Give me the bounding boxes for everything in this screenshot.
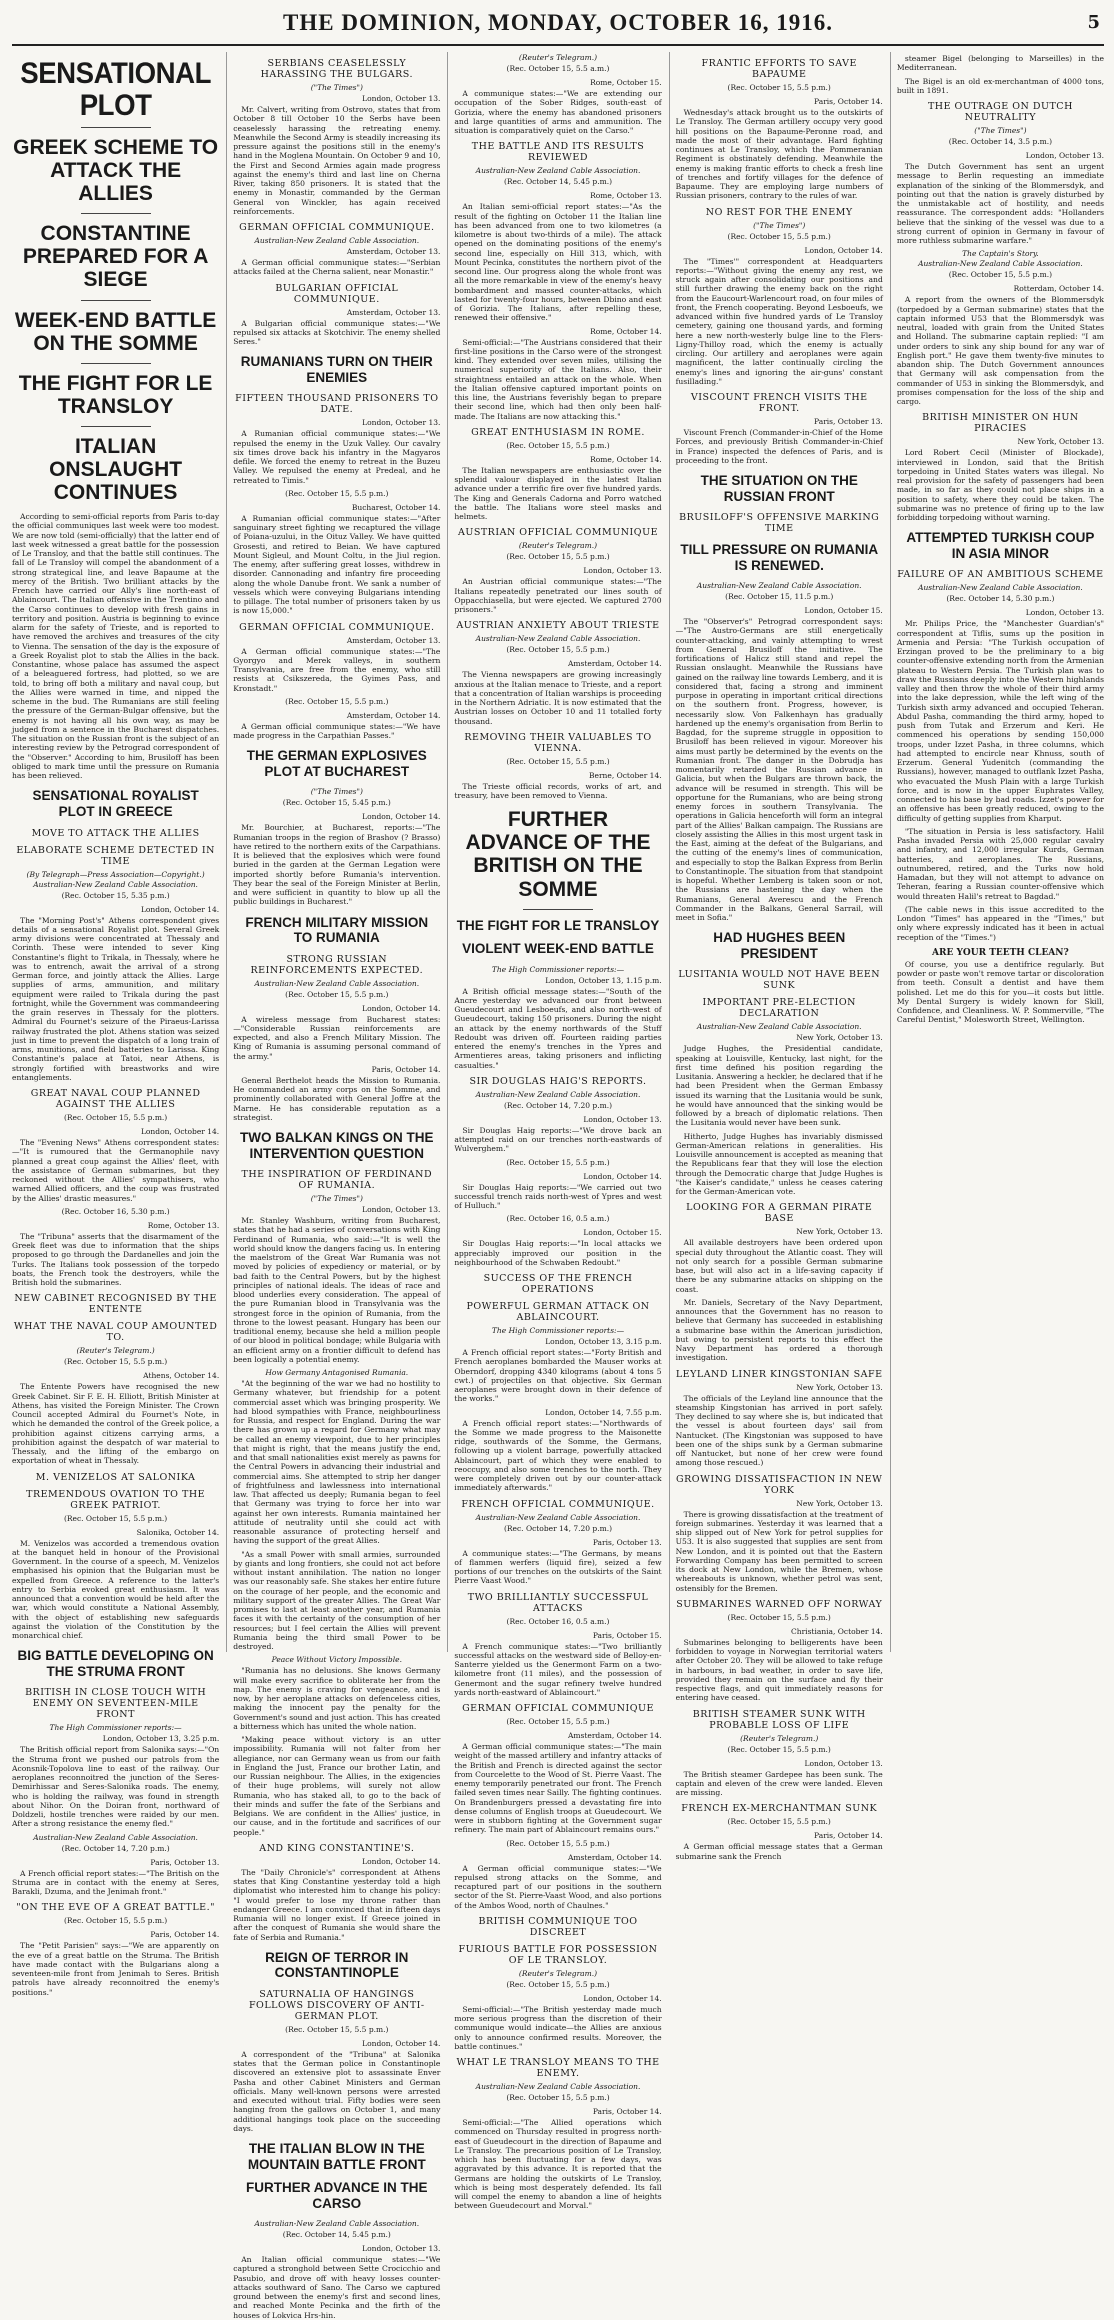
dateline: Christiania, October 14. xyxy=(791,1626,883,1636)
editorial-note: (The cable news in this issue accredited to the London "Times" has appeared in the "Times," but only where expressly indicated has it been in actual reception of the "Times.") xyxy=(896,904,1105,942)
source-line: (Reuter's Telegram.) xyxy=(76,1346,155,1356)
dateline: Bucharest, October 14. xyxy=(351,502,441,512)
subheadline: NO REST FOR THE ENEMY xyxy=(705,206,853,218)
article-paragraph: A report from the owners of the Blommersdyk (torpedoed by a German submarine) states that the captain informed U53 that the Blommersdyk was neutral, loaded with grain from the United States and Holland. The submarine captain replied: "I am under orders to sink any ship bound for any war of English port." He gave them twenty-five minutes to abandon ship. The Dutch Government announces that Germany will ask compensation from the commander of U53 in sinking the Blommersdyk, and promises compensation for the loss of the ship and cargo. xyxy=(896,295,1105,406)
dateline: Paris, October 14. xyxy=(150,1930,220,1940)
headline: HAD HUGHES BEEN PRESIDENT xyxy=(713,930,846,961)
subheadline: LUSITANIA WOULD NOT HAVE BEEN SUNK xyxy=(678,969,881,992)
divider xyxy=(81,426,151,427)
received-line: (Rec. October 14, 5.45 p.m.) xyxy=(282,2230,391,2240)
subheadline: IMPORTANT PRE-ELECTION DECLARATION xyxy=(702,997,856,1020)
article-paragraph: "The situation in Persia is less satisfactory. Halil Pasha invaded Persia with 25,000 regular cavalry and infantry, and 12,000 irregular Kurds, German batteries, and aeroplanes. The Russians, outnumbered, retired, and the Turks now hold Hamadan, but they will not attempt to advance on Teheran, fearing a Russian counter-offensive which would threaten Halil's retreat to Bagdad." xyxy=(896,826,1105,901)
received-line: (Rec. October 15, 5.5 p.m.) xyxy=(506,1157,610,1167)
article-paragraph: Mr. Calvert, writing from Ostrovo, states that from October 8 till October 10 the Serbs have been ceaselessly harassing the retreating enemy. Meanwhile the Second Army is steadily increasing its pressure against the positions still in the enemy's hand in the Moglena Mountain. On October 9 and 10, the First and Second Armies again made progress against the enemy's third and last line on Cherna River, taking 850 prisoners. It is stated that the enemy in Monastir, commanded by the German General von Winckler, has again received reinforcements. xyxy=(233,105,441,216)
source-line: (Reuter's Telegram.) xyxy=(518,53,598,62)
dateline: New York, October 13. xyxy=(1017,437,1105,447)
source-line: Australian-New Zealand Cable Association. xyxy=(33,1832,198,1842)
headline: TILL PRESSURE ON RUMANIA IS RENEWED. xyxy=(680,542,879,573)
source-line: The High Commissioner reports:— xyxy=(491,964,625,974)
article-paragraph: An Austrian official communique states:—"The Italians repeatedly penetrated our lines south of Oppacchiasella, but were ejected. We captured 2700 prisoners." xyxy=(454,577,662,614)
article-paragraph: M. Venizelos was accorded a tremendous ovation at the banquet held in honour of the Provisional Government. In the course of a speech, M. Venizelos emphasised his opinion that the Bulgarian must be expelled from Greece. A reference to the latter's entry to Serbia evoked great enthusiasm. It was announced that a convention would be held after the war, which would constitute a National Assembly, with the object of establishing new safeguards against the violation of the Constitution by the monarchical chief. xyxy=(12,1538,220,1640)
received-line: (Rec. October 15, 5.35 p.m.) xyxy=(61,890,170,900)
article-paragraph: Lord Robert Cecil (Minister of Blockade), interviewed in London, said that the British torpedoing in United States waters was illegal. No real provision for the safety of passengers had been made, in so far as they could not place ships in a position to safety, where they could be taken. The submarine was no pretence of firing up to the law forbidding torpedoing without warning. xyxy=(896,448,1105,522)
article-paragraph: "As a small Power with small armies, surrounded by giants and long frontiers, she could not act before without instant annihilation. The nation no longer was our reasonably safe. She stakes her entire future on the courage of her people, and the economic and military support of the greater Allies. The Great War promises to last at least another year, and Rumania faces it with the certainty of the consumption of her resources; but I feel certain the Allies will prevent Rumania being the third small Power to be destroyed. xyxy=(233,1549,441,1652)
dateline: London, October 14. xyxy=(362,812,441,822)
article-paragraph: A Rumanian official communique states:—"After sanguinary street fighting we recaptured the village of Poiana-uzului, in the Oituz Valley. We have quitted Grosesti, and retired to Beian. We have captured Mount Sigleul, and Mount Coltu, in the Jiul region. The enemy, after suffering great losses, withdrew in disorder. Cannonading and infantry fire proceeding along the whole Danube front. We sank a number of vessels which were conveying Bulgarians intending to pillage. The total number of prisoners taken by us is now 15,000." xyxy=(233,513,441,616)
advertisement-heading: ARE YOUR TEETH CLEAN? xyxy=(932,947,1069,958)
dateline: London, October 14. xyxy=(583,1171,662,1181)
subheadline: TREMENDOUS OVATION TO THE GREEK PATRIOT. xyxy=(26,1488,206,1511)
dateline: Amsterdam, October 14. xyxy=(568,1731,662,1741)
headline: WEEK-END BATTLE ON THE SOMME xyxy=(14,308,217,355)
article-paragraph: A wireless message from Bucharest states:—"Considerable Russian reinforcements are expected, and also a French Military Mission. The King of Rumania is assuming personal command of the army." xyxy=(233,1014,441,1061)
article-paragraph: "Making peace without victory is an utter impossibility. Rumania will not falter from her allegiance, nor can Germany wean us from our faith in England the Just, France our brother Latin, and our Russian neighbour. The Allies, in the exigencies of their huge problems, will surely not allow Rumania, who has staked all, to go to the back of their minds and suffer the fate of the Serbians and Belgians. We are confident in the Allies' justice, in our cause, and in the fortitude and sacrifices of our people." xyxy=(233,1735,441,1837)
article-paragraph: A German official communique states:—"We repulsed strong attacks on the Somme, and recaptured part of our positions in the southern sector of the St. Pierre-Vaast Wood, and also portions of the Ambos Wood, north of Chaulnes." xyxy=(454,1863,662,1910)
source-line: (Reuter's Telegram.) xyxy=(518,541,598,551)
dateline: New York, October 13. xyxy=(796,1033,883,1043)
article-paragraph: Viscount French (Commander-in-Chief of the Home Forces, and previously British Commander-in-Chief in France) inspected the defences of Paris, and is proceeding to the front. xyxy=(675,428,883,465)
dateline: London, October 13, 1.15 p.m. xyxy=(545,975,662,985)
article-paragraph: The "Evening News" Athens correspondent states:—"It is rumoured that the Germanophile navy planned a great coup against the Allies' fleet, with the assistance of German submarines, but they reckoned without the Allies' sympathisers, who warned Allied officers, and the coup was frustrated by the Allies' drastic measures." xyxy=(12,1138,220,1203)
article-paragraph: Submarines belonging to belligerents have been forbidden to voyage in Norwegian territorial waters after October 20. They will be allowed to take refuge in harbours, in bad weather, in order to save life, provided they remain on the surface and fly their respective flags, and quit immediately reasons for entering have ceased. xyxy=(675,1637,883,1703)
article-paragraph: Semi-official:—"The Austrians considered that their first-line positions in the Carso were of the strongest kind. They extended over seven miles, utilising the numerical superiority of the Italians. Also, their straightness entailed an attack on the whole. When the Italian offensive captured important points on this line, the Austrians feverishly began to prepare their second line, which had then only been half-made. The Italians are now attacking this." xyxy=(454,337,662,421)
subheadline: GERMAN OFFICIAL COMMUNIQUE. xyxy=(239,621,435,633)
source-line: (By Telegraph—Press Association—Copyright.) xyxy=(26,869,205,879)
article-paragraph: A Rumanian official communique states:—"We repulsed the enemy in the Uzuk Valley. Our cavalry six times drove back his infantry in the Magyaros defile. We forced the enemy to retreat in the Buzeu Valley. We repulsed the enemy at Predeal, and he retreated to Timis." xyxy=(233,429,441,485)
source-line: Australian-New Zealand Cable Association. xyxy=(475,1512,641,1522)
dateline: Amsterdam, October 13. xyxy=(346,247,441,256)
dateline: London, October 13, 3.25 p.m. xyxy=(102,1734,220,1744)
article-paragraph: The Bigel is an old ex-merchantman of 4000 tons, built in 1891. xyxy=(896,76,1105,95)
article-paragraph: "At the beginning of the war we had no hostility to Germany whatever, but friendship for a potent commercial asset which was bringing prosperity. We had blood sympathies with France, neighbourliness for Russia, and respect for England. During the war there has grown up a regard for Germany what may be called an enemy viewpoint, due to her principles that might is right, that the means justify the end, and that small nationalities exist merely as pawns for the Central Powers in advancing their industrial and commercial aims. She attempted to strip her danger of frightfulness and lawlessness into international law. That affected us deeply; Rumania began to feel that Germany was trying to force her into war against her own interests. Rumania maintained her attitude of neutrality until she could act with reasonable assurance of protecting herself and having the support of the great Allies. xyxy=(233,1379,441,1546)
article-paragraph: A communique states:—"The Germans, by means of flammen werfers (liquid fire), seized a few portions of our trenches on the outskirts of the Saint Pierre Vaast Wood." xyxy=(454,1548,662,1586)
section-subhead: How Germany Antagonised Rumania. xyxy=(265,1368,409,1378)
article-paragraph: The "Morning Post's" Athens correspondent gives details of a sensational Royalist plot. Several Greek army divisions were concentrated at Thessaly and Corinth. These were intended to sever King Constantine's flight to Trikala, in Thessaly, where he was to entrench, await the arrival of a strong German force, and jointly attack the Allies. Large supplies of arms, ammunition, and military equipment were railed to Trikala during the past fortnight, while the Government was commandeering the grain reserves in Thessaly for the plotters. Admiral du Fournet's seizure of the Piraeus-Larissa railway frustrated the plot. Athens station was seized just in time to prevent the dispatch of a long train of arms, munitions, and field batteries to Larissa. King Constantine's palace at Tatoi, near Athens, is strongly fortified with breastworks and wire entanglements. xyxy=(12,915,220,1082)
dateline: Paris, October 15. xyxy=(592,1630,662,1640)
section-subhead: The Captain's Story. xyxy=(962,249,1039,259)
source-line: Australian-New Zealand Cable Association. xyxy=(475,166,641,176)
headline: SENSATIONAL ROYALIST PLOT IN GREECE xyxy=(32,788,199,819)
subheadline: WHAT LE TRANSLOY MEANS TO THE ENEMY. xyxy=(456,2057,660,2080)
received-line: (Rec. October 14, 7.20 p.m.) xyxy=(503,1523,613,1533)
received-line: (Rec. October 15, 5.5 p.m.) xyxy=(727,83,831,92)
subheadline: WHAT THE NAVAL COUP AMOUNTED TO. xyxy=(13,1321,218,1344)
headline: GREEK SCHEME TO ATTACK THE ALLIES xyxy=(13,136,219,206)
source-line: Australian-New Zealand Cable Association. xyxy=(33,879,198,889)
dateline: Paris, October 13. xyxy=(814,417,883,426)
subheadline: FURIOUS BATTLE FOR POSSESSION OF LE TRANSLOY. xyxy=(458,1943,658,1966)
received-line: (Rec. October 15, 5.5 p.m.) xyxy=(285,488,389,498)
subheadline: M. VENIZELOS AT SALONIKA xyxy=(35,1471,196,1483)
subheadline: ELABORATE SCHEME DETECTED IN TIME xyxy=(16,844,215,867)
headline: THE GERMAN EXPLOSIVES PLOT AT BUCHAREST xyxy=(246,748,427,779)
article-paragraph: A German official communique states:—"The main weight of the massed artillery and infantry attacks of the British and French is directed against the sector from Courcelette to the Wood of St. Pierre Vaast. The enemy temporarily penetrated our front. The French failed seven times near Sailly. The fighting continues. On Brandenburgers pressed a devastating fire into dense columns of English troops at Gueudecourt. We were in stubborn fighting at the Government sugar refinery. The main part of Ablaincourt remains ours." xyxy=(454,1742,662,1835)
article-paragraph: Wednesday's attack brought us to the outskirts of Le Transloy. The German artillery occupy very good hill positions on the Bapaume-Peronne road, and made the most of their advantage. Hard fighting continues at Le Transloy, which the Pommeranian Regiment is obstinately defending. Meanwhile the enemy is making frantic efforts to check a fresh line of trenches and fortify villages for the defence of Bapaume. They are employing large numbers of Russian prisoners, contrary to the rules of war. xyxy=(675,108,883,201)
article-paragraph: A French communique states:—"Two brilliantly successful attacks on the westward side of Belloy-en-Santerre yielded us the Genermont Farm on a two-kilometre front (11 miles), and the possession of Genermont and the sugar refinery twelve hundred yards north-eastward of Ablaincourt." xyxy=(454,1641,662,1697)
subheadline: FIFTEEN THOUSAND PRISONERS TO DATE. xyxy=(235,393,439,416)
article-paragraph: The Trieste official records, works of art, and treasury, have been removed to Vienna. xyxy=(454,781,662,800)
source-line: Australian-New Zealand Cable Association. xyxy=(254,978,420,988)
source-line: Australian-New Zealand Cable Association. xyxy=(918,583,1083,593)
dateline: London, October 14. xyxy=(583,1993,662,2003)
subheadline: BULGARIAN OFFICIAL COMMUNIQUE. xyxy=(275,282,399,305)
source-line: Australian-New Zealand Cable Association. xyxy=(475,634,641,644)
dateline: London, October 13. xyxy=(1025,151,1105,160)
received-line: (Rec. October 15, 5.5 p.m.) xyxy=(727,231,831,241)
subheadline: "ON THE EVE OF A GREAT BATTLE." xyxy=(16,1902,215,1914)
main-headline: SENSATIONAL PLOT xyxy=(20,57,212,122)
article-paragraph: A British official message states:—"South of the Ancre yesterday we advanced our front between Gueudecourt and Lesboeufs, and also north-west of Gueudecourt, taking 150 prisoners. During the night an attack by the enemy northwards of the Stuff Redoubt was driven off. Fourteen raiding parties entered the enemy's trenches in the Ypres and Armentieres areas, taking prisoners and inflicting casualties." xyxy=(454,986,662,1070)
headline: THE ITALIAN BLOW IN THE MOUNTAIN BATTLE FRONT xyxy=(247,2141,426,2172)
received-line: (Rec. October 15, 5.5 p.m.) xyxy=(506,1838,610,1848)
source-line: Australian-New Zealand Cable Association. xyxy=(475,1089,641,1099)
dateline: London, October 13. xyxy=(362,94,441,103)
received-line: (Rec. October 15, 5.5 p.m.) xyxy=(285,989,389,999)
subheadline: FRENCH OFFICIAL COMMUNIQUE. xyxy=(461,1498,655,1510)
subheadline: THE INSPIRATION OF FERDINAND OF RUMANIA. xyxy=(241,1169,433,1192)
headline: TWO BALKAN KINGS ON THE INTERVENTION QUESTION xyxy=(240,1130,434,1161)
dateline: Paris, October 13. xyxy=(592,1537,662,1547)
article-paragraph: An Italian official communique states:—"We captured a stronghold between Sette Crocicchio and Pasubio, and drove off with heavy losses counter-attacks southward of Sano. The Carso we captured ground between the enemy's first and second lines, and reached Monte Pecinka and the firth of the houses of Lokvica Hrs-hin. xyxy=(233,2255,441,2320)
headline: FURTHER ADVANCE OF THE BRITISH ON THE SOMME xyxy=(465,808,651,901)
subheadline: GROWING DISSATISFACTION IN NEW YORK xyxy=(676,1473,883,1496)
source-line: ("The Times") xyxy=(310,83,363,92)
source-line: (Reuter's Telegram.) xyxy=(518,1968,598,1978)
subheadline: GERMAN OFFICIAL COMMUNIQUE xyxy=(462,1703,654,1715)
received-line: (Rec. October 15, 5.5 p.m.) xyxy=(727,1744,831,1754)
received-line: (Rec. October 16, 5.30 p.m.) xyxy=(61,1206,170,1216)
article-paragraph: Mr. Bourchier, at Bucharest, reports:—"The Rumanian troops in the region of Brashov (? Brasso) have retired to the northern exits of the Carpathians. It is believed that the explosives which were found buried in the garden at the German Legation were imported shortly before Rumania's intervention. They bear the seal of the Foreign Minister at Berlin, and were sufficient in quantity to blow up all the public buildings in Bucharest." xyxy=(233,823,441,907)
headline: CONSTANTINE PREPARED FOR A SIEGE xyxy=(22,222,209,292)
article-paragraph: A German official communique states:—"We have made progress in the Carpathian Passes." xyxy=(233,721,441,741)
column-5 xyxy=(890,52,1104,1652)
received-line: (Rec. October 15, 5.5 p.m.) xyxy=(727,1817,831,1827)
article-paragraph: The officials of the Leyland line announce that the steamship Kingstonian has arrived in port safely. They declined to say where she is, but indicated that the vessel is about fourteen days' sail from Nantucket. (The Kingstonian was supposed to have been one of the ships sunk by a German submarine off Nantucket, but none of her crew were found among those rescued.) xyxy=(675,1393,883,1468)
column-3 xyxy=(447,52,662,2211)
subheadline: AND KING CONSTANTINE'S. xyxy=(259,1842,415,1854)
dateline: Amsterdam, October 14. xyxy=(568,659,662,669)
received-line: (Rec. October 15, 5.5 p.m.) xyxy=(506,440,610,450)
subheadline: GERMAN OFFICIAL COMMUNIQUE. xyxy=(239,222,435,233)
dateline: Rome, October 15. xyxy=(590,78,662,87)
article-paragraph: A German official message states that a German submarine sank the French xyxy=(675,1842,883,1861)
dateline: London, October 13. xyxy=(583,1114,662,1124)
article-paragraph: Sir Douglas Haig reports:—"We carried out two successful trench raids north-west of Ypres and west of Hulluch." xyxy=(454,1182,662,1211)
article-paragraph: The "Times'" correspondent at Headquarters reports:—"Without giving the enemy any rest, we struck again after consolidating our positions and still further drawing the enemy back on the right from the Eaucourt-Warlencourt road, on four miles of front, the French cooperating. Beyond Lesboeufs, we advanced within five hundred yards of Le Transloy cemetery, gaining one thousand yards, and forming here a new north-westerly bulge line to the Flers-Ligny-Thilloy road, which the enemy is actually circling. Our artillery and aeroplanes were again magnificent, the latter continually circling the enemy's lines and ignoring the air-guns' constant fusillading." xyxy=(675,256,883,386)
lead-paragraph: According to semi-official reports from Paris to-day the official communiques last week were too modest. We are now told (semi-officially) that the latter end of last week witnessed a great battle for the possession of Le Transloy, and that the battle still continues. The fall of Le Transloy will compel the abandonment of a strong strategical line, and leave Bapaume at the mercy of the British. Two brilliant attacks by the French have carried our Ally's line north-east of Ablaincourt. The Italian offensive in the Trentino and the Carso continues to develop with fresh gains in territory and position. Austria is beginning to evince alarm for the safety of Trieste, and is reported to have removed the archives and treasures of the city to Vienna. The sensation of the day is the exposure of a Greek Royalist plot to stab the Allies in the back. Constantine, whose palace has assumed the aspect of a beleaguered fortress, had plotted, so we are told, to bring off both a military and naval coup, but the Allies were warned in time, and nipped the scheme in the bud. The Rumanians are still feeling the pressure of the German-Bulgar offensive, but the enemy is not having all his own way, as may be judged from a sentence in the Bucharest dispatches. The situation on the Russian front is the subject of an interesting review by the Petrograd correspondent of the "Observer." According to him, Brusiloff has been obliged to mark time until the pressure on Rumania has been relieved. xyxy=(12,512,220,781)
received-line: (Rec. October 15, 11.5 p.m.) xyxy=(725,592,834,602)
headline: THE SITUATION ON THE RUSSIAN FRONT xyxy=(700,473,858,504)
headline: BIG BATTLE DEVELOPING ON THE STRUMA FRONT xyxy=(17,1648,214,1679)
source-line: ("The Times") xyxy=(310,1194,363,1204)
dateline: London, October 13. xyxy=(362,2244,441,2254)
headline: THE FIGHT FOR LE TRANSLOY xyxy=(18,371,213,418)
dateline: Amsterdam, October 14. xyxy=(346,710,441,720)
dateline: London, October 13. xyxy=(362,418,441,428)
dateline: London, October 13, 3.15 p.m. xyxy=(545,1337,662,1347)
dateline: Salonika, October 14. xyxy=(136,1527,220,1537)
subheadline: THE OUTRAGE ON DUTCH NEUTRALITY xyxy=(927,101,1073,123)
subheadline: REMOVING THEIR VALUABLES TO VIENNA. xyxy=(464,731,652,754)
dateline: London, October 13. xyxy=(1025,608,1105,618)
source-line: (Reuter's Telegram.) xyxy=(740,1733,819,1743)
dateline: London, October 14. xyxy=(140,904,220,914)
dateline: London, October 14. xyxy=(804,245,883,255)
subheadline: FRENCH EX-MERCHANTMAN SUNK xyxy=(681,1803,878,1815)
source-line: ("The Times") xyxy=(310,787,363,797)
subheadline: AUSTRIAN ANXIETY ABOUT TRIESTE xyxy=(456,620,660,632)
received-line: (Rec. October 15, 5.5 p.m.) xyxy=(285,696,389,706)
dateline: New York, October 13. xyxy=(796,1498,883,1508)
subheadline: LEYLAND LINER KINGSTONIAN SAFE xyxy=(675,1368,883,1380)
source-line: ("The Times") xyxy=(974,126,1027,135)
dateline: Rome, October 13. xyxy=(147,1220,220,1230)
article-paragraph: The "Tribuna" asserts that the disarmament of the Greek fleet was due to information that the ships proposed to go through the Dardanelles and join the Turks. The Italians took possession of the torpedo boats, the French took the destroyers, while the British hold the submarines. xyxy=(12,1231,220,1287)
article-paragraph: The Italian newspapers are enthusiastic over the splendid valour displayed in the latest Italian advance under a terrific fire over five hundred yards. The King and Generals Cadorna and Porro watched the battle. The Italians wore steel masks and helmets. xyxy=(454,465,662,521)
article-paragraph: Hitherto, Judge Hughes has invariably dismissed German-American relations in generalities. His Louisville announcement is accepted as meaning that the Republicans fear that they will lose the election through the Democratic charge that Judge Hughes is "the Kaiser's candidate," unless he ceases catering for the German-American vote. xyxy=(675,1131,883,1197)
article-paragraph: A correspondent of the "Tribuna" at Salonika states that the German police in Constantinople discovered an extensive plot to assassinate Enver Pasha and other Cabinet Ministers and German officials. Many well-known persons were arrested and executed without trial. Fifty bodies were seen hanging from the gallows on October 1, and many additional hangings took place on the succeeding days. xyxy=(233,2049,441,2133)
dateline: Rome, October 13. xyxy=(590,191,662,201)
received-line: (Rec. October 14, 3.5 p.m.) xyxy=(948,137,1053,146)
dateline: Paris, October 14. xyxy=(371,1064,441,1074)
article-paragraph: A French official report states:—"Forty British and French aeroplanes bombarded the Mauser works at Oberndorf, dropping 4340 kilograms (about 4 tons 5 cwt.) of projectiles on that objective. Six German aeroplanes were brought down in their defence of the works." xyxy=(454,1348,662,1404)
dateline: Rome, October 14. xyxy=(590,454,662,464)
headline: FRENCH MILITARY MISSION TO RUMANIA xyxy=(245,914,429,946)
article-paragraph: Mr. Daniels, Secretary of the Navy Department, announces that the Government has no reason to believe that Germany has succeeded in establishing a submarine base within the American jurisdiction, but owing to persistent reports to this effect the Navy Department has ordered a thorough investigation. xyxy=(675,1297,883,1363)
column-4 xyxy=(669,52,883,1861)
article-paragraph: The "Petit Parisien" says:—"We are apparently on the eve of a great battle on the Struma. The British have made contact with the Bulgarians along a seventeen-mile front from Jenimah to Seres. British patrols have already reconnoitred the enemy's positions." xyxy=(12,1941,220,1997)
dateline: Paris, October 13. xyxy=(150,1857,220,1867)
subheadline: GREAT NAVAL COUP PLANNED AGAINST THE ALLIES xyxy=(30,1088,201,1110)
source-line: Australian-New Zealand Cable Association. xyxy=(918,259,1083,269)
received-line: (Rec. October 14, 7.20 p.m.) xyxy=(61,1843,170,1853)
subheadline: SATURNALIA OF HANGINGS FOLLOWS DISCOVERY OF ANTI-GERMAN PLOT. xyxy=(248,1988,425,2022)
article-paragraph: A German official communique states:—"The Gyorgyo and Merek valleys, in southern Transylvania, are free from the enemy, who still resists at Csikszereda, the Gyimes Pass, and Kronstadt." xyxy=(233,646,441,693)
masthead-title: THE DOMINION, MONDAY, OCTOBER 16, 1916. xyxy=(283,10,833,35)
subheadline: SIR DOUGLAS HAIG'S REPORTS. xyxy=(469,1075,647,1087)
article-paragraph: Semi-official:—"The Allied operations which commenced on Thursday resulted in progress north-east of Gueudecourt in the direction of Bapaume and Le Transloy. The precarious position of Le Transloy, which has been fluctuating for a few days, was aggravated by this advance. It is reported that the Germans are holding the outskirts of Le Transloy, which is being most desperately defended. Its fall will compel the enemy to abandon a line of heights between Gueudecourt and Morval." xyxy=(454,2118,662,2211)
received-line: (Rec. October 14, 5.30 p.m.) xyxy=(946,594,1055,604)
article-paragraph: Mr. Philips Price, the "Manchester Guardian's" correspondent at Tiflis, sums up the position in Armenia and Persia: "The Turkish occupation of Erzingan proved to be the preliminary to a big counter-offensive extending north from the Armenian plateau to Western Persia. The Turkish plan was to draw the Russians deeply into the Western highlands valley and then throw the whole of their third army into the lake depression, while the left wing of the Turkish sixth army advanced and occupied Teheran. Abdul Pasha, commanding the third army, hoped to push from Tutak and Erzerum and Keri. He commenced his operations by sending 150,000 troops, under Izzet Pasha, in three columns, which had attempted to encircle near Khnuss, south of Erzerum. General Yudenitch (commanding the Russians), however, managed to outflank Izzet Pasha, who evacuated the Mush Plain with a large Turkish force, and is now in the upper Euphrates Valley, connected to his base by bad roads. Izzet's power for an offensive has been greatly reduced, owing to the difficulty of getting supplies from Kharput. xyxy=(896,619,1105,823)
dateline: London, October 13. xyxy=(362,1205,441,1215)
source-line: ("The Times") xyxy=(753,220,806,230)
headline: RUMANIANS TURN ON THEIR ENEMIES xyxy=(240,354,433,385)
subheadline: NEW CABINET RECOGNISED BY THE ENTENTE xyxy=(14,1293,217,1316)
article-paragraph: The British official report from Salonika says:—"On the Struma front we pushed our patrols from the Aconsnik-Topolova line to east of the railway. Our aeroplanes reconnoitred the junction of the Seres-Demirhissar and Seres-Salonika roads. The enemy, who is holding the railway, was found in strength about Nihor. On the Doiran front, northward of Doldzeli, hostile trenches were raided by our men. After a strong resistance the enemy fled." xyxy=(12,1745,220,1829)
column-1 xyxy=(12,52,220,1997)
received-line: (Rec. October 15, 5.5 p.m.) xyxy=(285,2024,389,2034)
subheadline: STRONG RUSSIAN REINFORCEMENTS EXPECTED. xyxy=(250,953,424,976)
received-line: (Rec. October 15, 5.5 p.m.) xyxy=(506,1979,610,1989)
source-line: The High Commissioner reports:— xyxy=(49,1723,182,1733)
source-line: Australian-New Zealand Cable Association. xyxy=(254,236,420,245)
divider xyxy=(81,363,151,364)
dateline: Rome, October 14. xyxy=(590,326,662,336)
source-line: Australian-New Zealand Cable Association. xyxy=(475,2082,641,2092)
dateline: London, October 15. xyxy=(583,1228,662,1238)
dateline: New York, October 13. xyxy=(796,1227,883,1237)
dateline: London, October 14. xyxy=(362,1003,441,1013)
article-paragraph: The British steamer Gardepee has been sunk. The captain and eleven of the crew were landed. Eleven are missing. xyxy=(675,1769,883,1798)
received-line: (Rec. October 15, 5.5 p.m.) xyxy=(948,270,1053,280)
source-line: The High Commissioner reports:— xyxy=(491,1326,625,1336)
received-line: (Rec. October 15, 5.5 p.m.) xyxy=(506,552,610,562)
headline: ATTEMPTED TURKISH COUP IN ASIA MINOR xyxy=(906,530,1095,561)
article-paragraph: There is growing dissatisfaction at the treatment of foreign submarines. Yesterday it was learned that a ship slipped out of New York for petrol supplies for U53. It is also suggested that supplies are sent from New London, and it is pointed out that the Eastern Forwarding Company has been permitted to screen its dock at New London, while the Bremen, whose whereabouts is unknown, whether petrol was sent, ostensibly for the Bremen. xyxy=(675,1509,883,1593)
headline: REIGN OF TERROR IN CONSTANTINOPLE xyxy=(265,1949,409,1981)
dateline: Rotterdam, October 14. xyxy=(1013,284,1105,294)
dateline: London, October 14. xyxy=(362,2038,441,2048)
masthead xyxy=(12,6,1104,46)
received-line: (Rec. October 15, 5.5 p.m.) xyxy=(506,756,610,766)
headline: THE FIGHT FOR LE TRANSLOY xyxy=(456,917,660,933)
subheadline: AUSTRIAN OFFICIAL COMMUNIQUE xyxy=(457,527,659,539)
dateline: Paris, October 14. xyxy=(814,97,883,106)
received-line: (Rec. October 15, 5.5 p.m.) xyxy=(63,1916,168,1926)
subheadline: SUBMARINES WARNED OFF NORWAY xyxy=(676,1598,883,1610)
dateline: Berne, October 14. xyxy=(589,770,662,780)
headline: VIOLENT WEEK-END BATTLE xyxy=(462,941,654,957)
received-line: (Rec. October 15, 5.5 p.m.) xyxy=(63,1113,168,1122)
dateline: New York, October 13. xyxy=(796,1382,883,1392)
article-paragraph: A French official report states:—"Northwards of the Somme we made progress to the Maisonette ridge, southwards of the Somme, the Germans, following up a violent barrage, powerfully attacked Ablaincourt, part of which they were enabled to reoccupy, and also some trenches to the north. They were completely driven out by our counter-attack immediately afterwards." xyxy=(454,1418,662,1493)
subheadline: LOOKING FOR A GERMAN PIRATE BASE xyxy=(686,1202,873,1225)
article-paragraph: Sir Douglas Haig reports:—"We drove back an attempted raid on our trenches north-eastwards of Wulverghem." xyxy=(454,1125,662,1154)
received-line: (Rec. October 15, 5.5 p.m.) xyxy=(506,645,610,655)
advertisement-text: Of course, you use a dentifrice regularly. But powder or paste won't remove tartar or discoloration from teeth. Consult a dentist and have them polished. Let me do this for you—it costs but little. My Dental Surgery is widely known for Skill, Confidence, and Cleanliness. W. P. Sommerville, "The Careful Dentist," Molesworth Street, Wellington. xyxy=(896,959,1105,1025)
subheadline: FAILURE OF AN AMBITIOUS SCHEME xyxy=(897,569,1104,581)
article-paragraph: General Berthelot heads the Mission to Rumania. He commanded an army corps on the Somme, and prominently collaborated with General Joffre at the Marne. He has considerable reputation as a strategist. xyxy=(233,1075,441,1122)
source-line: Australian-New Zealand Cable Association. xyxy=(696,1022,862,1032)
source-line: Australian-New Zealand Cable Association. xyxy=(254,2219,420,2229)
subheadline: SUCCESS OF THE FRENCH OPERATIONS xyxy=(483,1273,633,1296)
dateline: Amsterdam, October 13. xyxy=(346,635,441,645)
article-paragraph: steamer Bigel (belonging to Marseilles) in the Mediterranean. xyxy=(896,54,1105,73)
divider xyxy=(523,909,593,910)
subheadline: GREAT ENTHUSIASM IN ROME. xyxy=(471,426,645,438)
subheadline: VISCOUNT FRENCH VISITS THE FRONT. xyxy=(690,392,868,414)
subheadline: POWERFUL GERMAN ATTACK ON ABLAINCOURT. xyxy=(466,1301,650,1324)
divider xyxy=(81,213,151,214)
article-paragraph: The "Daily Chronicle's" correspondent at Athens states that King Constantine yesterday told a high diplomatist who interested him to change his policy: "I would prefer to lose my throne rather than endanger Greece. I am convinced that in fifteen days Rumania will no longer exist. If Greece joined in after the conquest of Rumania she would share the fate of Serbia and Rumania." xyxy=(233,1867,441,1942)
dateline: London, October 15. xyxy=(804,606,883,616)
article-paragraph: An Italian semi-official report states:—"As the result of the fighting on October 11 the Italian line has been advanced from one to two kilometres (a kilometre is about two-thirds of a mile). The attack opened on the dominating positions of the enemy's second line, especially on Hill 313, which, with Mount Pecinka, constitutes the northern pivot of the second line. Our progress along the whole front was all the more remarkable in view of the enemy's heavy bombardment and massed counter-attacks, which lasted for twenty-four hours, between Dbino and east of Gorizia. The Italians, after repelling these, renewed their offensive." xyxy=(454,202,662,323)
subheadline: BRITISH STEAMER SUNK WITH PROBABLE LOSS OF LIFE xyxy=(692,1708,866,1731)
received-line: (Rec. October 15, 5.5 p.m.) xyxy=(727,1612,831,1622)
received-line: (Rec. October 16, 0.5 a.m.) xyxy=(506,1214,610,1224)
article-paragraph: The Dutch Government has sent an urgent message to Berlin requesting an immediate explanation of the sinking of the Blommersdyk, and pointing out that the nation is gravely disturbed by the unmistakable act of hostility, and needs reassurance. The correspondent adds: "Hollanders believe that the sinking of the vessel was due to a strong current of opinion in Germany in favour of more ruthless submarine warfare." xyxy=(896,162,1105,245)
divider xyxy=(81,300,151,301)
dateline: London, October 14. xyxy=(362,1856,441,1866)
received-line: (Rec. October 15, 5.5 p.m.) xyxy=(63,1513,168,1523)
article-paragraph: The Entente Powers have recognised the new Greek Cabinet. Sir F. E. H. Elliott, British Minister at Athens, has visited the Foreign Minister. The Crown Council accepted Admiral du Fournet's Note, in which he demanded the control of the Greek police, a prohibition against citizens carrying arms, a prohibition against the despatch of war material to Thessaly, and the lifting of the embargo on exportation of wheat in Thessaly. xyxy=(12,1382,220,1466)
subheadline: MOVE TO ATTACK THE ALLIES xyxy=(31,827,200,839)
received-line: (Rec. October 15, 5.5 p.m.) xyxy=(506,1717,610,1727)
article-paragraph: A Bulgarian official communique states:—"We repulsed six attacks at Skotchivir. The enemy shelled Seres." xyxy=(233,318,441,346)
subheadline: TWO BRILLIANTLY SUCCESSFUL ATTACKS xyxy=(467,1591,649,1614)
dateline: London, October 14, 7.55 p.m. xyxy=(545,1407,662,1417)
received-line: (Rec. October 14, 7.20 p.m.) xyxy=(503,1100,613,1110)
received-line: (Rec. October 15, 5.45 p.m.) xyxy=(282,798,391,808)
dateline: Amsterdam, October 13. xyxy=(346,307,441,317)
subheadline: SERBIANS CEASELESSLY HARASSING THE BULGARS. xyxy=(260,58,413,80)
subheadline: BRUSILOFF'S OFFENSIVE MARKING TIME xyxy=(679,512,880,535)
dateline: London, October 14. xyxy=(140,1127,220,1136)
dateline: London, October 13. xyxy=(583,566,662,576)
received-line: (Rec. October 16, 0.5 a.m.) xyxy=(506,1616,610,1626)
section-subhead: Peace Without Victory Impossible. xyxy=(271,1655,402,1665)
article-paragraph: All available destroyers have been ordered upon special duty throughout the Atlantic coast. They will not only search for a possible German submarine base, but will also act in a life-saving capacity if there be any submarine attacks on shipping on the coast. xyxy=(675,1238,883,1294)
column-2 xyxy=(226,52,441,2320)
article-paragraph: A German official communique states:—"Serbian attacks failed at the Cherna salient, near Monastir." xyxy=(233,258,441,277)
dateline: Paris, October 14. xyxy=(592,2107,662,2117)
dateline: Paris, October 14. xyxy=(814,1831,883,1841)
article-paragraph: The Vienna newspapers are growing increasingly anxious at the Italian menace to Trieste, and a report that a concentration of Italian warships is proceeding in the Northern Adriatic. It is now estimated that the Austrian losses on October 10 and 11 totalled forty thousand. xyxy=(454,670,662,726)
received-line: (Rec. October 15, 5.5 p.m.) xyxy=(506,2093,610,2103)
subheadline: BRITISH IN CLOSE TOUCH WITH ENEMY ON SEVENTEEN-MILE FRONT xyxy=(25,1687,207,1721)
received-line: (Rec. October 15, 5.5 a.m.) xyxy=(506,64,610,73)
subheadline: BRITISH COMMUNIQUE TOO DISCREET xyxy=(478,1915,638,1938)
subheadline: THE BATTLE AND ITS RESULTS REVIEWED xyxy=(471,141,645,164)
source-line: Australian-New Zealand Cable Association. xyxy=(696,581,862,591)
dateline: London, October 13. xyxy=(804,1758,883,1768)
divider xyxy=(81,127,151,128)
article-paragraph: A communique states:—"We are extending our occupation of the Sober Ridges, south-east of Gorizia, where the enemy has abandoned prisoners and large quantities of arms and ammunition. The situation is comparatively quiet on the Carso." xyxy=(454,89,662,135)
dateline: Amsterdam, October 14. xyxy=(568,1852,662,1862)
dateline: Athens, October 14. xyxy=(143,1371,220,1381)
article-paragraph: Judge Hughes, the Presidential candidate, speaking at Louisville, Kentucky, last night, for the first time defined his position regarding the Lusitania. Answering a heckler, he declared that if he had been President when the German Embassy issued its warning that the Lusitania would be sunk, he would have announced that the sinking would be followed by a breach of diplomatic relations. Then the Lusitania would never have been sunk. xyxy=(675,1044,883,1128)
article-paragraph: The "Observer's" Petrograd correspondent says:—"The Austro-Germans are still energetically counter-attacking, and vainly attempting to wrest from General Brusiloff the initiative. The fortifications of Halicz still stand and repel the Russian onslaught. Meanwhile the Russians have gained on the railway line towards Lemberg, and it is considered that, facing a strong and imminent purpose in operating in important critical directions on the southern front. Progress, however, is necessarily slow. Von Falkenhayn has gradually hardened up the enemy's organisation from Berlin to Bagdad, for the supreme struggle in opposition to Brusiloff has been relieved in vigour. Moreover his aims must partly be determined by the events on the Rumanian front. The danger in the Dobrudja has momentarily retarded the Russian advance in Galicia, but when the Bulgars are thrown back, the advance will be resumed in strength. This will be opportune for the Rumanians, who are being strong enemy forces in southern Transylvania. The operations in Galicia henceforth will form an integral part of the Allies' Balkan campaign. The Russians are closely assisting the Allies in this most urgent task in the East, aiming at the defeat of the Bulgarians, and the cutting of the enemy's lines of communication, and especially to stop the Balkan Express from Berlin to Constantinople. The situation from that standpoint is hopeful. Whether Lemberg is taken soon or not, the Russians are hastening the day when the Rumanians, General Averescu and the French Commander in the Balkans, General Sarrail, will meet in Sofia." xyxy=(675,617,883,923)
subheadline: FRANTIC EFFORTS TO SAVE BAPAUME xyxy=(701,58,857,80)
page-number: 5 xyxy=(1087,12,1100,33)
subheadline: BRITISH MINISTER ON HUN PIRACIES xyxy=(922,412,1079,435)
article-paragraph: Mr. Stanley Washburn, writing from Bucharest, states that he had a series of conversations with King Ferdinand of Rumania, who said:—"It is well the world should know the dangers facing us. In entering the maelstrom of the Great War Rumania was not moved by policies of expediency or material, or by bad faith to the Central Powers, but by the highest principles of national ideals. The ideas of race and blood underlies every consideration. The appeal of the pure Rumanian blood in Transylvania was the strongest force in the opinion of Rumania, from the throne to the lowest peasant. Hungary has been our traditional enemy, because she held a million people of our blood in political bondage; while Bulgaria with an efficient army on a frontier difficult to defend has been logically a potential enemy. xyxy=(233,1216,441,1364)
article-paragraph: Semi-official:—"The British yesterday made much more serious progress than the discretion of their communique would indicate—the Allies are anxious only to announce confirmed results. Moreover, the battle continues." xyxy=(454,2004,662,2051)
article-paragraph: Sir Douglas Haig reports:—"In local attacks we appreciably improved our position in the neighbourhood of the Schwaben Redoubt." xyxy=(454,1239,662,1267)
article-paragraph: "Rumania has no delusions. She knows Germany will make every sacrifice to obliterate her from the map. The enemy is craving for vengeance, and is now, by her aeroplane attacks on defenceless cities, making the innocent pay the penalty for the Government's sound and just action. This has created a bitterness which has united the whole nation. xyxy=(233,1666,441,1731)
received-line: (Rec. October 15, 5.5 p.m.) xyxy=(63,1357,168,1367)
article-paragraph: A French official report states:—"The British on the Struma are in contact with the enemy at Seres, Barakli, Dzuma, and the Jenimah front." xyxy=(12,1868,220,1897)
received-line: (Rec. October 14, 5.45 p.m.) xyxy=(503,177,613,187)
headline: ITALIAN ONSLAUGHT CONTINUES xyxy=(49,434,183,505)
headline: FURTHER ADVANCE IN THE CARSO xyxy=(246,2180,428,2211)
